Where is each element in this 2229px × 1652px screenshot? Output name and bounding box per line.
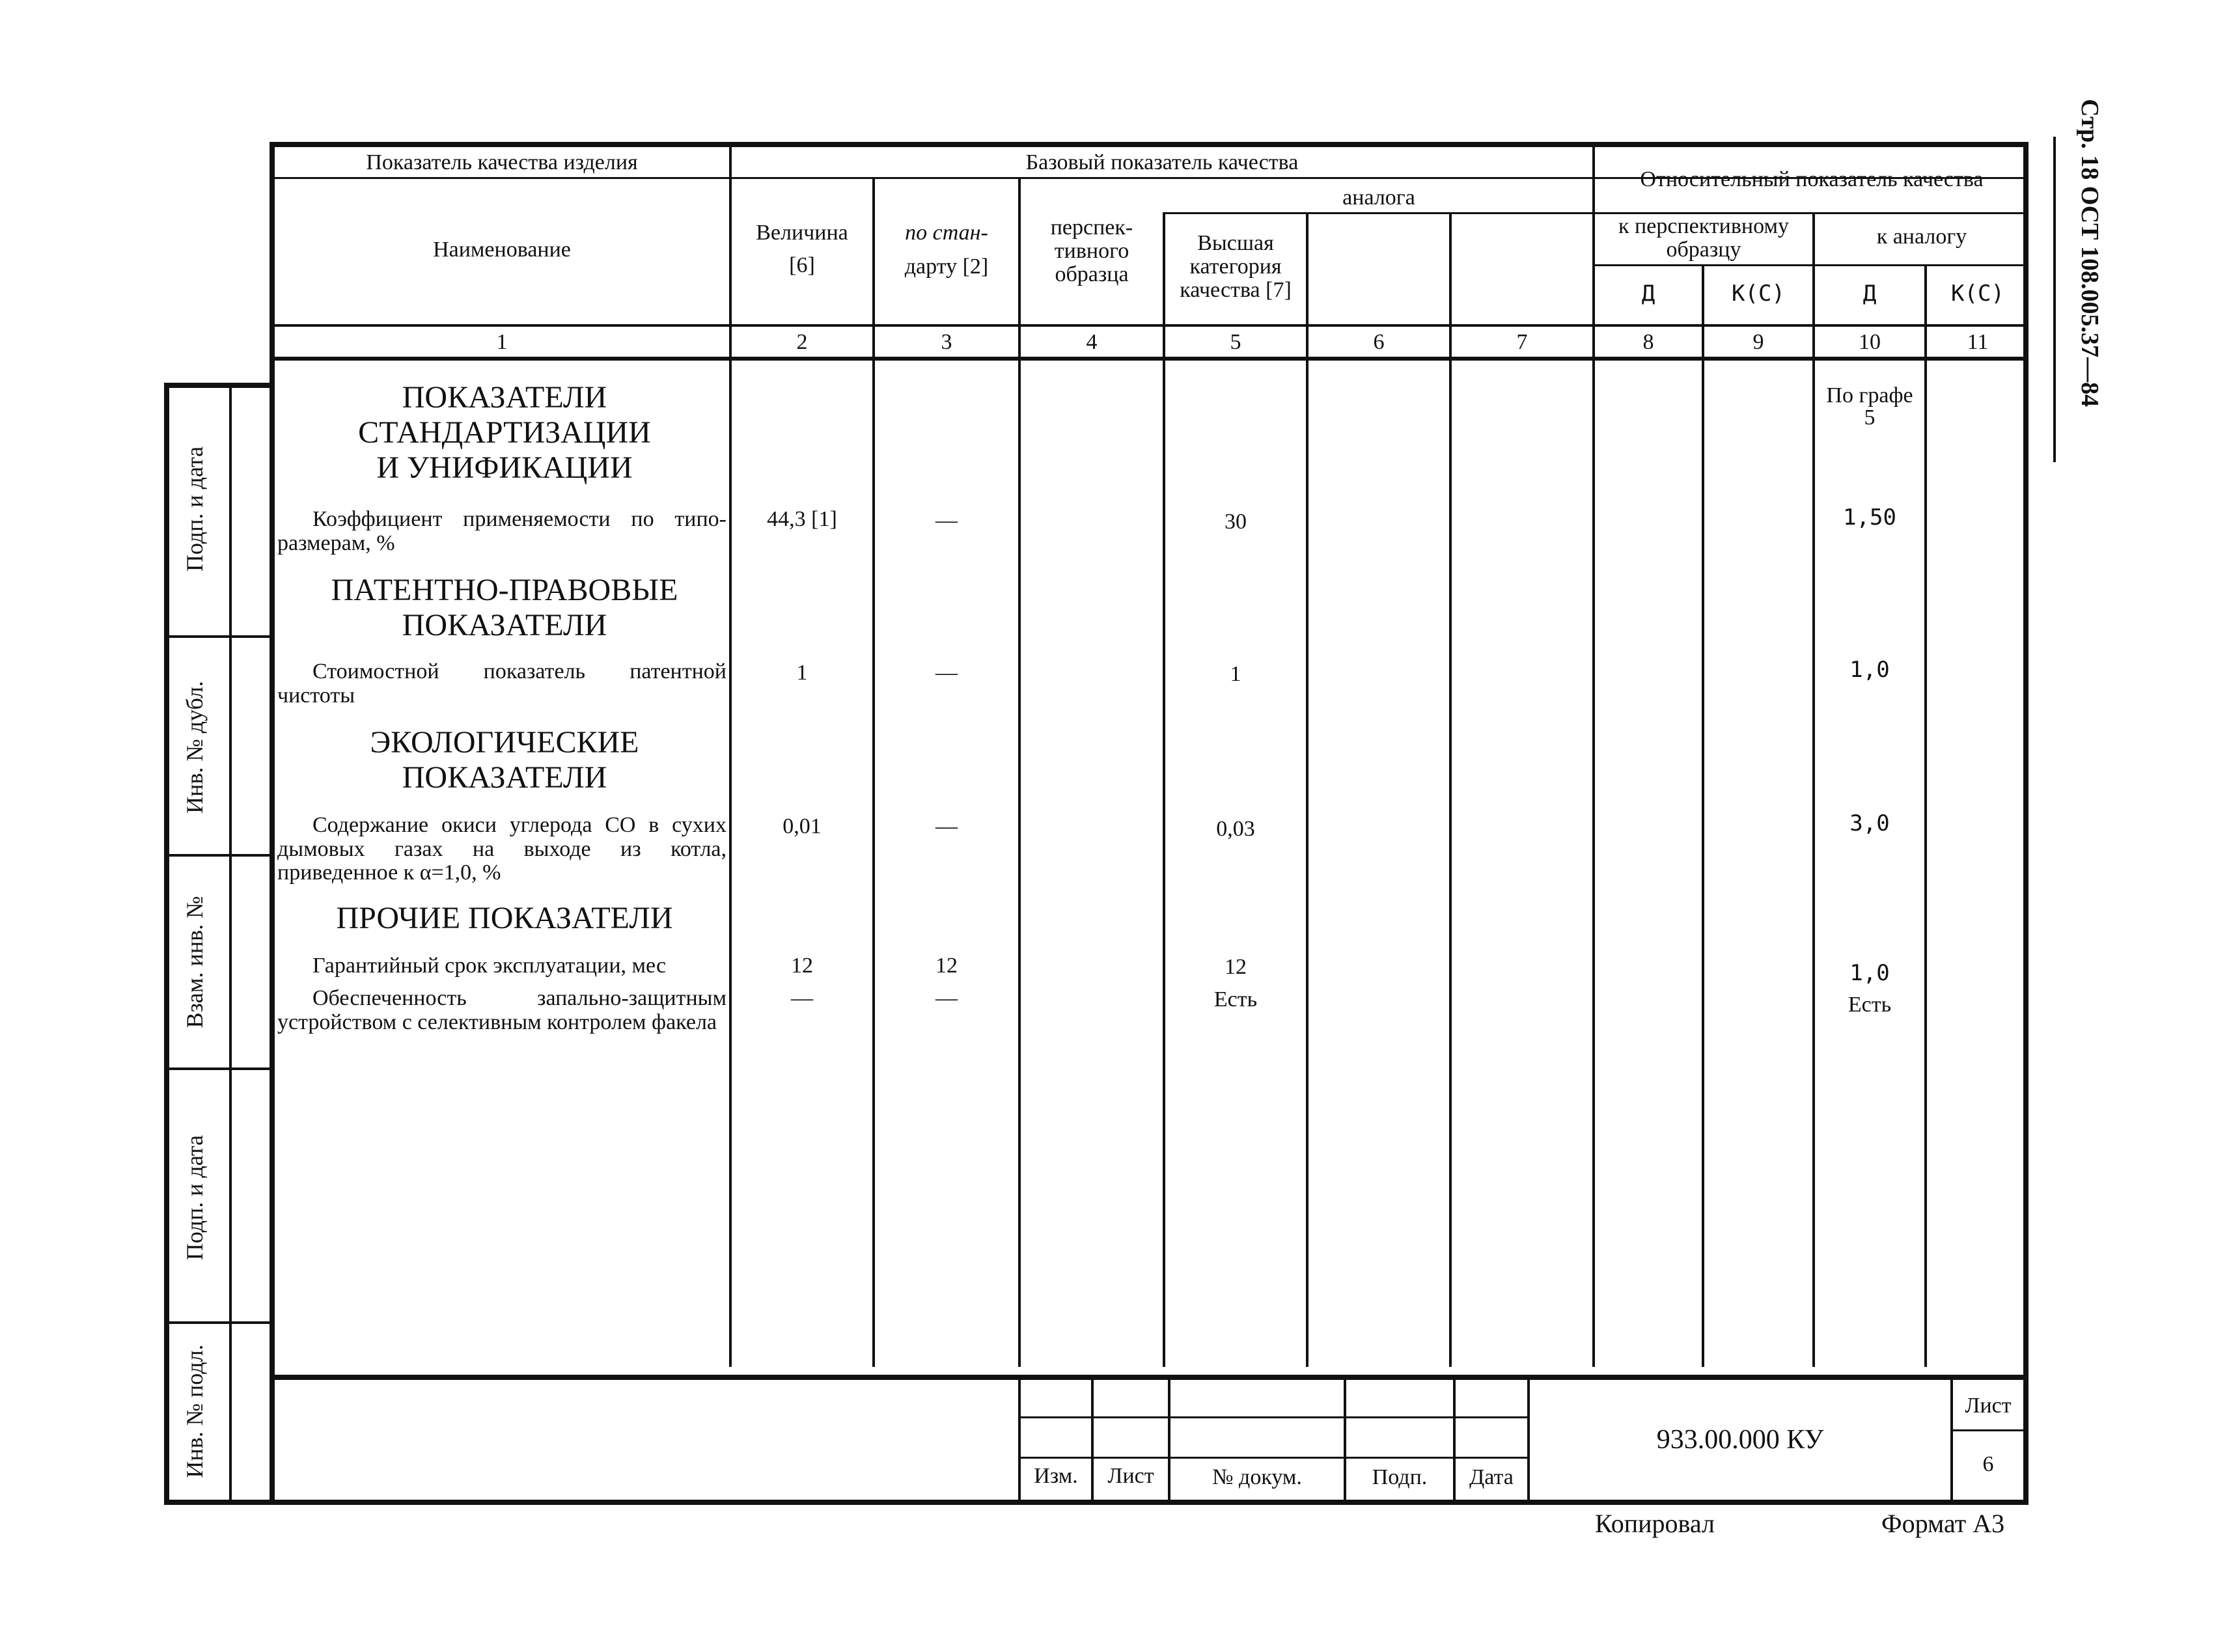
tb-doc-code: 933.00.000 КУ xyxy=(1656,1425,1824,1455)
side-strip-outer xyxy=(164,383,169,1505)
header-to-analog: к аналогу xyxy=(1876,225,1967,249)
header-perspective-3: образца xyxy=(1055,262,1129,286)
row-4-name: Гарантийный срок эксплуатации, мес xyxy=(312,954,667,978)
row-4-highest: 12 xyxy=(1225,955,1247,979)
col-number-9: 9 xyxy=(1752,330,1764,354)
col-number-7: 7 xyxy=(1516,330,1528,354)
page-reference: Стр. 18 ОСТ 108.005.37—84 xyxy=(2076,99,2103,407)
header-highest-3: качества [7] xyxy=(1180,278,1292,302)
row-1-value: 44,3 [1] xyxy=(767,507,837,531)
header-perspective-2: тивного xyxy=(1054,239,1129,263)
side-strip-div3 xyxy=(169,1067,273,1070)
footer-copied: Копировал xyxy=(1595,1509,1715,1538)
row-2-value: 1 xyxy=(796,661,808,685)
tb-list: Лист xyxy=(1107,1464,1154,1488)
side-strip-div2 xyxy=(169,854,273,857)
row-2-name: Стоимостной показатель патентной чистоты xyxy=(277,659,727,708)
tb-doc-no: № докум. xyxy=(1212,1465,1302,1489)
header-highest-1: Высшая xyxy=(1197,231,1274,255)
header-standard-1: по стан- xyxy=(905,221,988,245)
col-number-6: 6 xyxy=(1373,330,1385,354)
side-label-sign-date-1: Подп. и дата xyxy=(182,446,208,572)
col-number-8: 8 xyxy=(1642,330,1654,354)
side-label-sign-date-2: Подп. и дата xyxy=(182,1135,208,1261)
header-to-perspective-1: к перспективному xyxy=(1618,214,1789,238)
tb-row-2 xyxy=(1021,1457,1527,1459)
side-strip-top xyxy=(164,383,273,388)
header-highest-2: категория xyxy=(1189,255,1282,279)
side-label-orig-inv: Инв. № подл. xyxy=(182,1344,208,1478)
header-name: Наименование xyxy=(433,238,571,262)
row-2-standard: — xyxy=(935,661,958,685)
header-kc-analog: К(С) xyxy=(1951,281,2004,307)
section-title-standardization-3: И УНИФИКАЦИИ xyxy=(376,450,633,485)
header-d-persp: Д xyxy=(1641,281,1655,307)
col-line-10 xyxy=(1924,264,1927,1367)
col-number-1: 1 xyxy=(496,330,508,354)
row-2-highest: 1 xyxy=(1230,662,1241,686)
col-number-11: 11 xyxy=(1967,330,1989,354)
side-strip-div1 xyxy=(169,635,273,638)
col-line-4 xyxy=(1163,212,1165,1367)
header-d-analog: Д xyxy=(1862,281,1877,307)
header-value-2: [6] xyxy=(789,253,815,277)
row-2-d-analog: 1,0 xyxy=(1849,657,1890,683)
header-product-quality: Показатель качества изделия xyxy=(366,150,638,174)
col-line-3 xyxy=(1018,177,1021,1367)
row-5-name: Обеспеченность запально-защитным устройством с селективным контролем факела xyxy=(277,986,727,1034)
col-number-10: 10 xyxy=(1859,330,1881,354)
col-line-5 xyxy=(1306,212,1308,1367)
tb-sheet-line xyxy=(1953,1429,2023,1431)
section-note-2: 5 xyxy=(1864,406,1876,430)
row-3-name: Содержание окиси углерода СО в сухих дымовых газах на выходе из котла, приведенное к α=1,0, % xyxy=(277,813,727,885)
header-line-sub xyxy=(1595,264,2028,266)
col-number-4: 4 xyxy=(1086,330,1098,354)
side-label-replace-inv: Взам. инв. № xyxy=(182,896,208,1028)
frame-top-line xyxy=(271,142,2028,147)
section-title-other: ПРОЧИЕ ПОКАЗАТЕЛИ xyxy=(336,901,673,935)
header-line-analog xyxy=(1165,212,1595,214)
row-5-value: — xyxy=(791,986,813,1010)
side-strip-div4 xyxy=(169,1321,273,1324)
col-line-8 xyxy=(1702,264,1704,1367)
row-5-highest: Есть xyxy=(1213,987,1258,1012)
header-analog: аналога xyxy=(1342,186,1415,210)
section-title-standardization-2: СТАНДАРТИЗАЦИИ xyxy=(358,415,651,450)
page-reference-rule xyxy=(2053,137,2056,462)
tb-izm: Изм. xyxy=(1034,1464,1078,1488)
header-standard-2: дарту [2] xyxy=(904,255,989,279)
tb-row-1 xyxy=(1021,1416,1527,1418)
col-line-6 xyxy=(1449,212,1452,1367)
header-base-quality: Базовый показатель качества xyxy=(1025,150,1299,174)
header-value-1: Величина xyxy=(756,221,848,245)
footer-format: Формат А3 xyxy=(1881,1509,2005,1538)
row-5-standard: — xyxy=(935,986,958,1010)
row-1-highest: 30 xyxy=(1225,510,1247,534)
frame-bottom-line xyxy=(164,1500,2028,1505)
row-4-value: 12 xyxy=(791,954,813,978)
section-note-1: По графе xyxy=(1826,383,1913,407)
col-number-3: 3 xyxy=(941,330,952,354)
header-perspective-1: перспек- xyxy=(1050,215,1133,240)
header-line-bottom xyxy=(275,324,2028,327)
section-title-ecology-1: ЭКОЛОГИЧЕСКИЕ xyxy=(370,725,639,760)
header-line-numbers xyxy=(275,357,2028,361)
row-4-standard: 12 xyxy=(935,954,958,978)
frame-left-line xyxy=(270,142,275,1505)
col-number-5: 5 xyxy=(1230,330,1241,354)
row-1-name: Коэффициент применяемости по типо-размерам, % xyxy=(277,507,727,555)
section-title-standardization-1: ПОКАЗАТЕЛИ xyxy=(402,380,607,415)
row-3-value: 0,01 xyxy=(782,814,822,838)
section-title-ecology-2: ПОКАЗАТЕЛИ xyxy=(402,760,607,795)
header-kc-persp: К(С) xyxy=(1732,281,1785,307)
tb-podp: Подп. xyxy=(1372,1465,1428,1489)
row-5-d-analog: Есть xyxy=(1848,993,1892,1017)
header-to-perspective-2: образцу xyxy=(1666,238,1741,262)
section-title-patent-1: ПАТЕНТНО-ПРАВОВЫЕ xyxy=(331,573,678,607)
row-4-d-analog: 1,0 xyxy=(1849,960,1890,986)
side-strip-inner xyxy=(229,383,232,1505)
row-1-d-analog: 1,50 xyxy=(1843,504,1896,530)
row-3-d-analog: 3,0 xyxy=(1849,810,1890,836)
tb-date: Дата xyxy=(1469,1465,1514,1489)
tb-sheet-no: 6 xyxy=(1982,1452,1994,1476)
row-1-standard: — xyxy=(935,508,958,532)
row-3-standard: — xyxy=(935,814,958,838)
tb-sheet-label: Лист xyxy=(1965,1394,2012,1418)
col-line-2 xyxy=(872,177,875,1367)
row-3-highest: 0,03 xyxy=(1216,817,1255,841)
header-relative-quality: Относительный показатель качества xyxy=(1640,167,1984,191)
side-label-dupl-inv: Инв. № дубл. xyxy=(182,681,208,814)
col-number-2: 2 xyxy=(796,330,808,354)
section-title-patent-2: ПОКАЗАТЕЛИ xyxy=(402,608,607,642)
title-block-top xyxy=(275,1375,2028,1380)
